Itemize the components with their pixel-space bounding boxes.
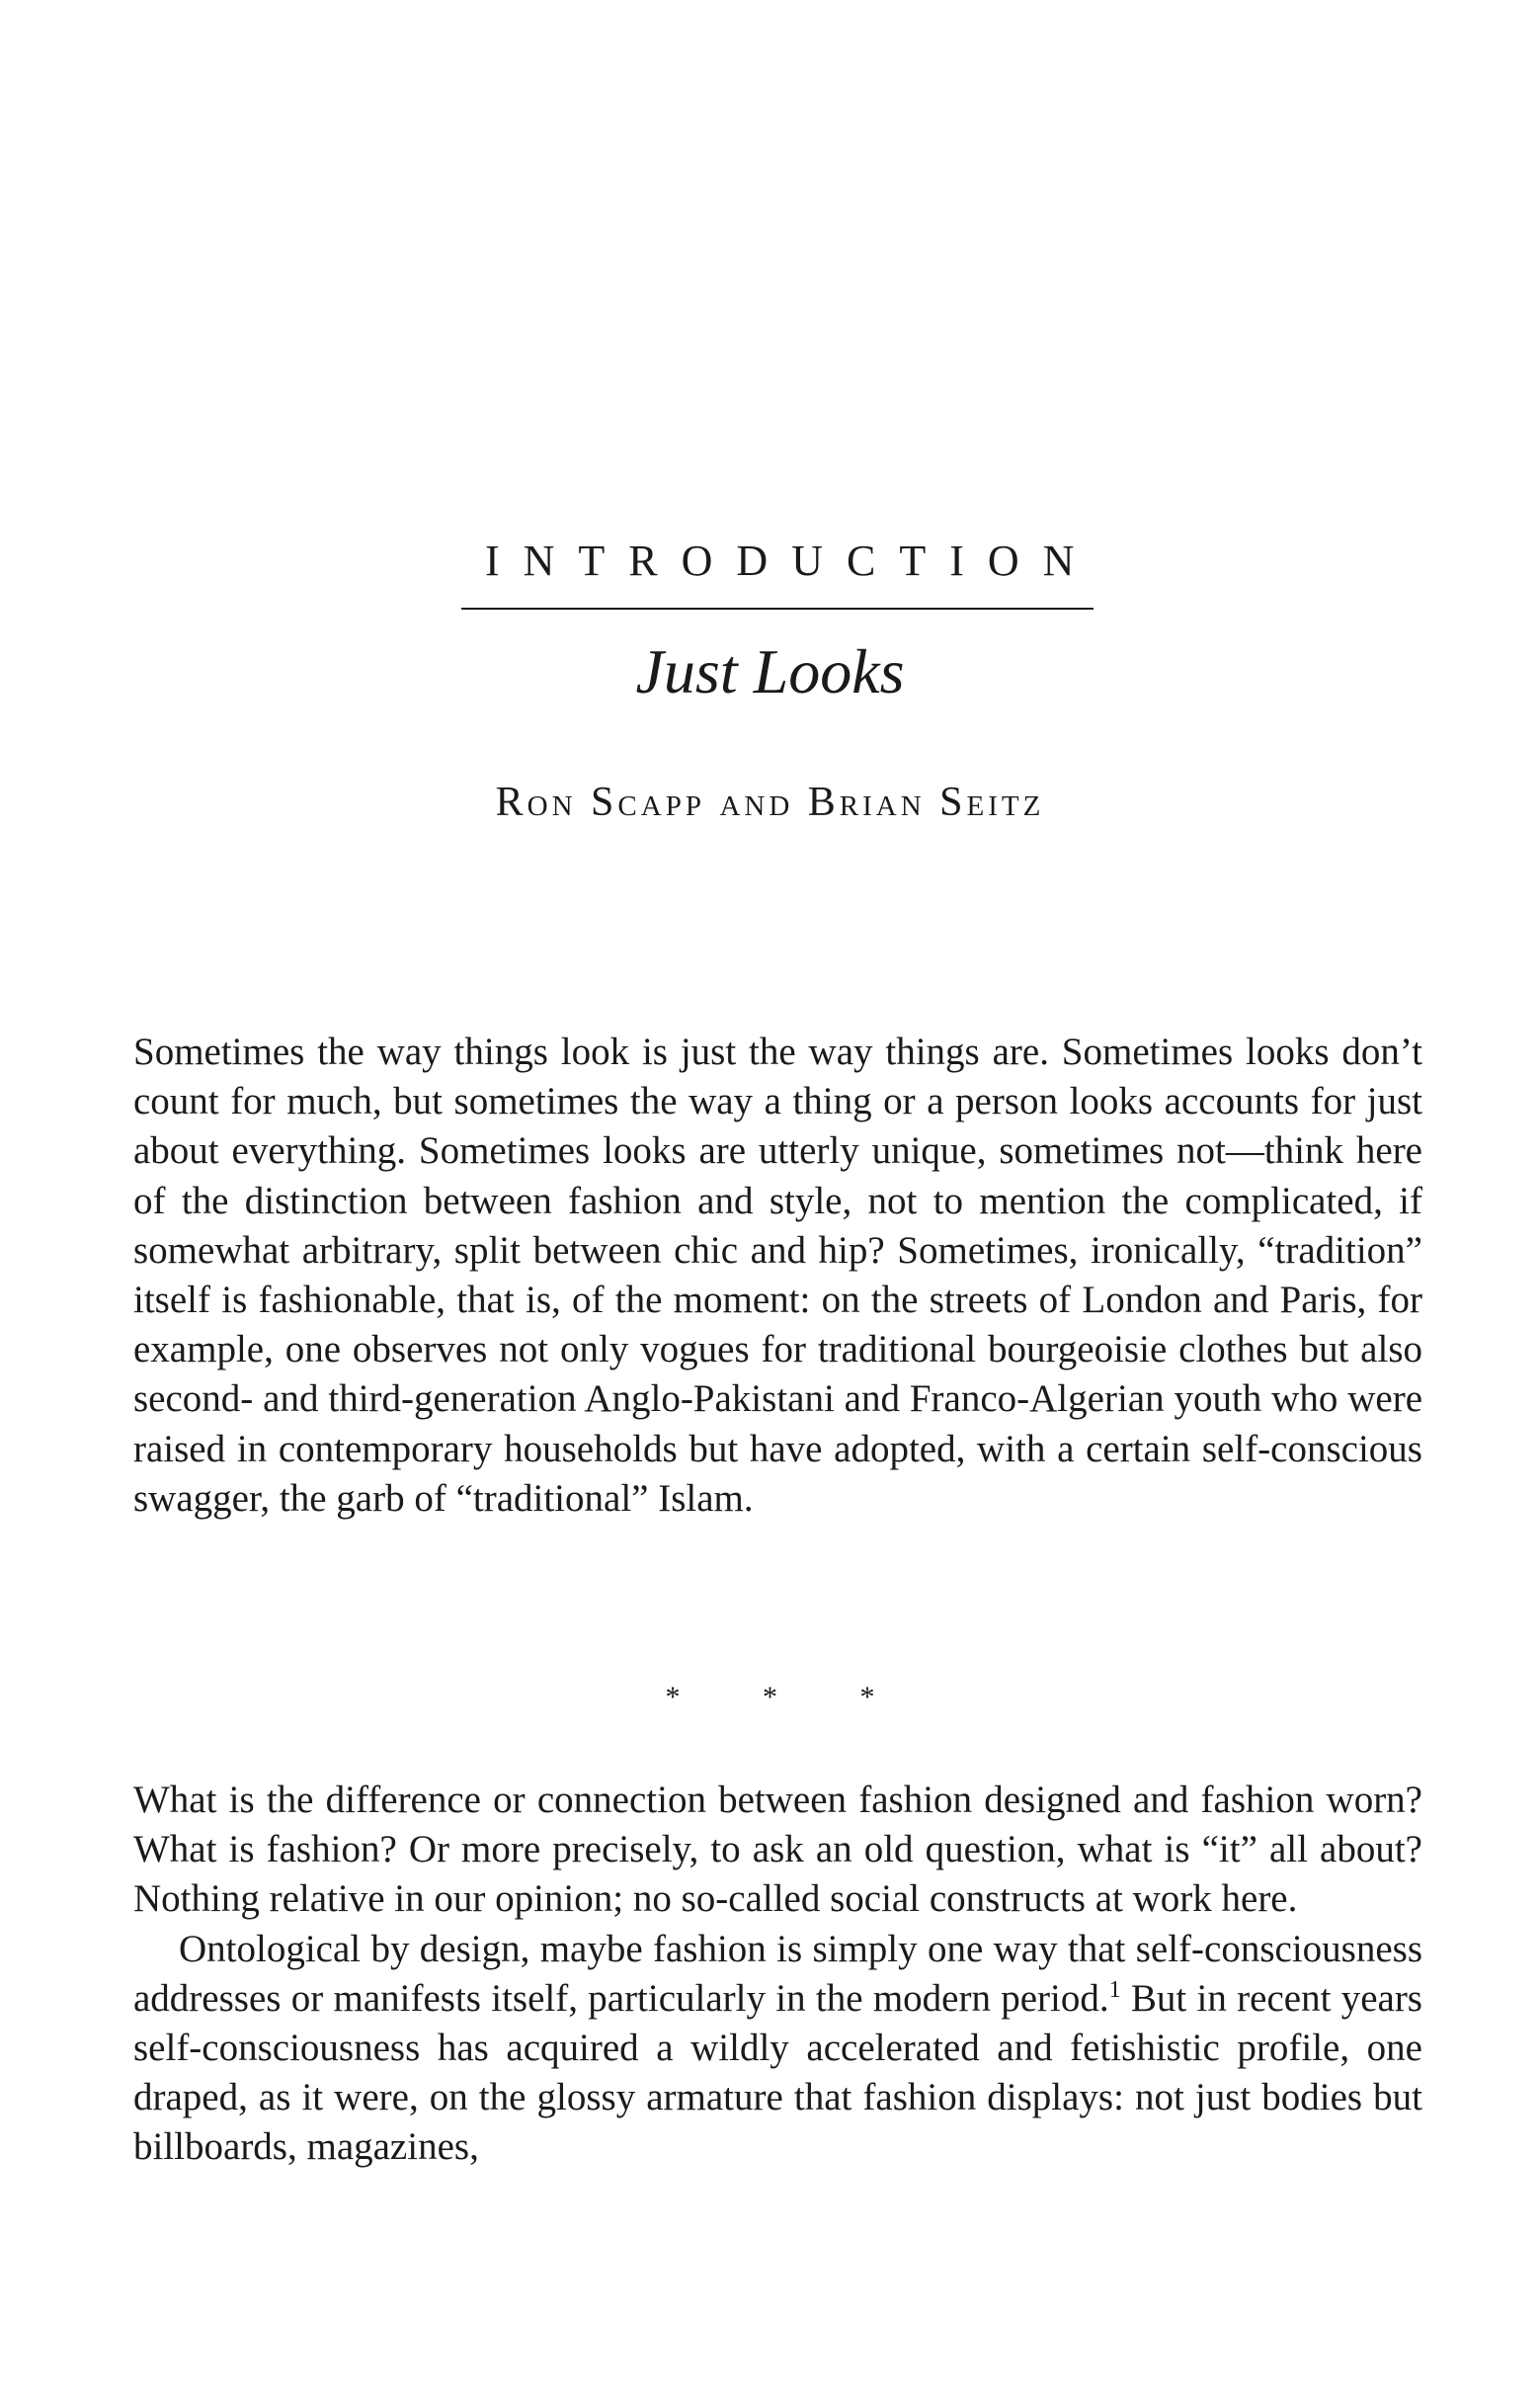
footnote-marker[interactable]: 1	[1108, 1976, 1121, 2003]
paragraph-3-text-a: Ontological by design, maybe fashion is simply one way that self-consciousness addresses or manifests itself, particularly in the modern period.	[133, 1927, 1422, 2020]
opening-section	[133, 1028, 1422, 1524]
chapter-authors: Ron Scapp and Brian Seitz	[495, 780, 1045, 825]
paragraph-3-text-b: But in recent years self-consciousness has acquired a wildly accelerated and fetishistic profile, one draped, as it were, on the glossy armature that fashion displays: not just bodies but billboards, magazines,	[133, 1976, 1422, 2169]
second-section	[133, 1776, 1422, 2173]
paragraph-3	[133, 1925, 1422, 2173]
chapter-label: INTRODUCTION	[485, 537, 1098, 585]
paragraph-2: What is the difference or connection between fashion designed and fashion worn? What is fashion? Or more precisely, to ask an old question, what is “it” all about? Nothing relative in our opinion; no so-called social constructs at work here.	[133, 1779, 1422, 1921]
chapter-title: Just Looks	[635, 636, 905, 706]
paragraph-1: Sometimes the way things look is just the way things are. Sometimes looks don’t count for much, but sometimes the way a thing or a person looks accounts for just about everything. Sometimes looks are utterly unique, sometimes not—think here of the distinction between fashion and style, not to mention the complicated, if somewhat arbitrary, split between chic and hip? Sometimes, ironically, “tradition” itself is fashionable, that is, of the moment: on the streets of London and Paris, for example, one observes not only vogues for traditional bourgeoisie clothes but also second- and third-generation Anglo-Pakistani and Franco-Algerian youth who were raised in contemporary households but have adopted, with a certain self-conscious swagger, the garb of “traditional” Islam.	[133, 1031, 1422, 1520]
section-separator: * * *	[665, 1681, 913, 1713]
chapter-rule	[461, 608, 1094, 610]
